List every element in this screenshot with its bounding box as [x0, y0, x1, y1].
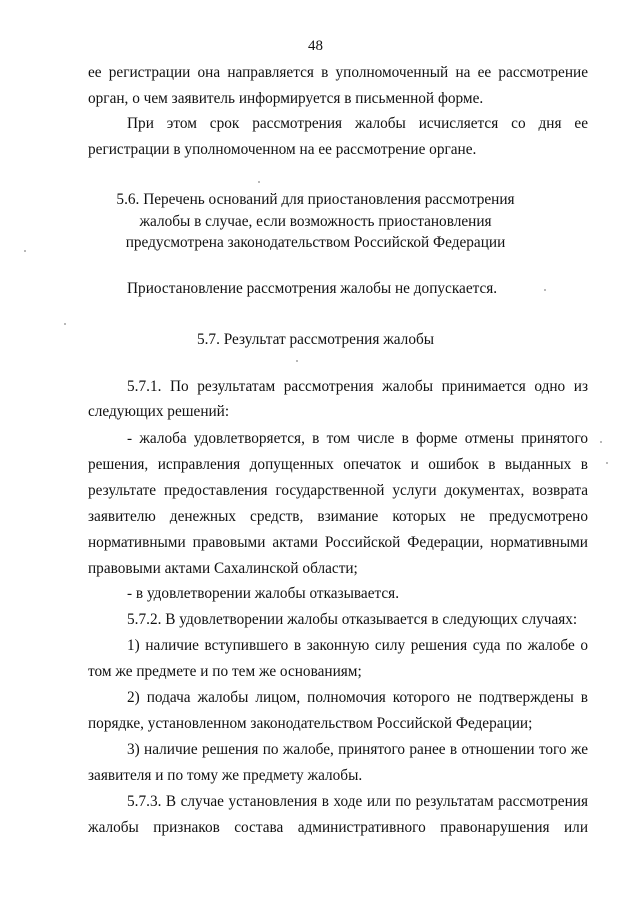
heading-5-6-line-2: жалобы в случае, если возможность приостановления — [139, 213, 492, 230]
paragraph-5-7-1-line-2: следующих решений: — [88, 403, 230, 420]
paragraph-5-7-3-line-2: жалобы признаков состава административного правонарушения или — [88, 819, 588, 836]
paragraph-2-line-2: регистрации в уполномоченном на ее рассмотрение органе. — [88, 141, 477, 158]
paragraph-suspension: Приостановление рассмотрения жалобы не допускается. — [127, 280, 498, 297]
decision-refused: - в удовлетворении жалобы отказывается. — [127, 585, 400, 602]
paragraph-5-7-2: 5.7.2. В удовлетворении жалобы отказывается в следующих случаях: — [127, 611, 578, 628]
paragraph-5-7-3-line-1: 5.7.3. В случае установления в ходе или по результатам рассмотрения — [127, 793, 588, 810]
page-number: 48 — [308, 38, 323, 54]
decision-granted-line-3: результате предоставления государственной услуги документах, возврата — [88, 482, 588, 499]
heading-5-6-line-1: 5.6. Перечень оснований для приостановления рассмотрения — [116, 191, 515, 208]
case-1-line-2: том же предмете и по тем же основаниям; — [88, 663, 362, 680]
scan-speck — [600, 441, 602, 443]
case-1-line-1: 1) наличие вступившего в законную силу решения суда по жалобе о — [127, 637, 588, 654]
decision-granted-line-6: правовыми актами Сахалинской области; — [88, 560, 358, 577]
scan-speck — [64, 323, 66, 325]
case-2-line-1: 2) подача жалобы лицом, полномочия которого не подтверждены в — [127, 689, 588, 706]
paragraph-2-line-1: При этом срок рассмотрения жалобы исчисляется со дня ее — [127, 115, 588, 132]
case-2-line-2: порядке, установленном законодательством Российской Федерации; — [88, 715, 533, 732]
heading-5-6-line-3: предусмотрена законодательством Российской Федерации — [125, 234, 506, 251]
decision-granted-line-5: нормативными правовыми актами Российской Федерации, нормативными — [88, 534, 588, 551]
case-3-line-2: заявителя и по тому же предмету жалобы. — [88, 767, 363, 784]
decision-granted-line-2: решения, исправления допущенных опечаток и ошибок в выданных в — [88, 456, 588, 473]
scan-speck — [296, 360, 298, 362]
decision-granted-line-4: заявителю денежных средств, взимание которых не предусмотрено — [88, 508, 588, 525]
heading-5-7: 5.7. Результат рассмотрения жалобы — [196, 331, 435, 348]
scan-speck — [606, 462, 608, 464]
paragraph-1-line-1: ее регистрации она направляется в уполномоченный на ее рассмотрение — [88, 64, 588, 81]
paragraph-1-line-2: орган, о чем заявитель информируется в письменной форме. — [88, 90, 484, 107]
paragraph-5-7-1-line-1: 5.7.1. По результатам рассмотрения жалобы принимается одно из — [127, 378, 588, 395]
scan-speck — [258, 181, 260, 183]
scan-speck — [544, 289, 546, 291]
case-3-line-1: 3) наличие решения по жалобе, принятого ранее в отношении того же — [127, 741, 588, 758]
decision-granted-line-1: - жалоба удовлетворяется, в том числе в форме отмены принятого — [127, 430, 588, 447]
scan-speck — [24, 250, 26, 252]
